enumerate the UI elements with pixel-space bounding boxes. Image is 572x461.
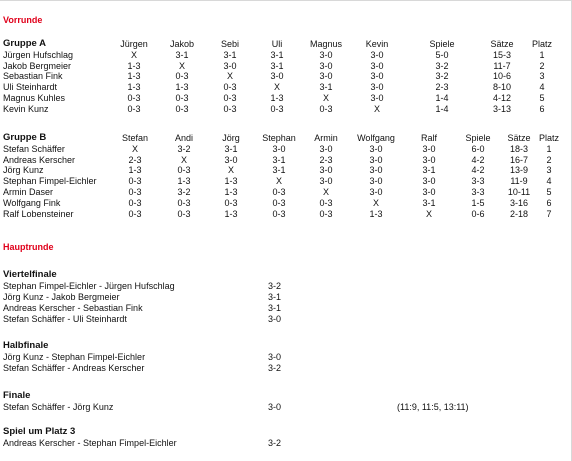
result-cell: 3-1 [272,165,286,176]
column-header: Wolfgang [357,133,395,143]
result-cell: 3-0 [369,143,383,154]
group-b-table [3,133,562,219]
result-cell: 3-0 [369,154,383,165]
result-cell: 3-0 [370,71,384,82]
result-cell: 3-0 [223,60,237,71]
result-cell: 3-0 [319,176,333,187]
viertelfinale-heading: Viertelfinale [3,269,57,280]
saetze-cell: 11-9 [510,176,528,187]
group-b-title: Gruppe B [3,132,47,143]
column-header: Spiele [465,133,491,143]
player-name: Jakob Bergmeier [3,60,72,71]
match-score: 3-2 [268,281,282,291]
result-cell: 3-1 [422,197,436,208]
table-row [3,144,562,155]
group-a-table [3,39,562,115]
platz-cell: 3 [546,165,552,176]
result-cell: 2-3 [128,154,142,165]
viertelfinale-list [3,281,483,325]
result-cell: 3-0 [370,82,384,93]
match-pair: Andreas Kerscher - Stephan Fimpel-Eichler [3,438,177,448]
result-cell: 3-0 [270,71,284,82]
result-cell: 0-3 [127,92,141,103]
table-row [3,155,562,166]
table-row [3,93,562,104]
saetze-cell: 18-3 [509,143,528,154]
group-b-header-row [3,133,562,144]
result-cell: 3-1 [224,143,238,154]
result-cell: X [322,92,329,103]
player-name: Sebastian Fink [3,71,63,82]
column-header: Jürgen [120,39,148,49]
result-cell: 0-3 [177,197,191,208]
column-header: Sätze [507,133,531,143]
table-row [3,209,562,220]
result-cell: 0-3 [270,103,284,114]
saetze-cell: 15-3 [492,49,511,60]
result-cell: 1-3 [270,92,284,103]
result-cell: X [131,143,138,154]
column-header: Jakob [169,39,195,49]
platz3-heading: Spiel um Platz 3 [3,426,76,437]
spiele-cell: 1-4 [435,92,449,103]
saetze-cell: 2-18 [509,208,528,219]
column-header: Sebi [220,39,239,49]
match-score: 3-0 [268,402,282,412]
result-cell: 3-1 [422,165,436,176]
column-header: Stephan [262,133,296,143]
spiele-cell: 1-5 [471,197,485,208]
result-cell: 3-0 [370,49,384,60]
platz-cell: 4 [546,176,552,187]
result-cell: 0-3 [319,197,333,208]
result-cell: 0-3 [127,103,141,114]
column-header: Andi [174,133,193,143]
result-cell: X [227,165,234,176]
result-cell: 3-0 [319,49,333,60]
result-cell: 1-3 [224,176,238,187]
saetze-cell: 4-12 [492,92,511,103]
group-a-header-row [3,39,562,50]
halbfinale-list [3,352,483,374]
result-cell: X [322,186,329,197]
result-cell: 1-3 [177,176,191,187]
result-cell: 1-3 [175,82,189,93]
result-cell: 3-1 [270,60,284,71]
column-header: Sätze [490,39,514,49]
saetze-cell: 11-7 [493,60,511,71]
match-pair: Stefan Schäffer - Uli Steinhardt [3,314,127,324]
result-cell: 3-0 [422,186,436,197]
column-header: Magnus [309,39,343,49]
result-cell: 3-2 [177,143,191,154]
result-cell: 1-3 [128,165,142,176]
result-cell: 0-3 [272,208,286,219]
column-header: Armin [314,133,338,143]
group-a-title: Gruppe A [3,38,46,49]
match-score: 3-2 [268,438,282,448]
result-cell: 3-1 [270,49,284,60]
match-pair: Stefan Schäffer - Andreas Kerscher [3,363,145,373]
result-cell: 3-0 [422,154,436,165]
result-cell: 0-3 [128,197,142,208]
platz3-list [3,438,483,449]
match-score: 3-1 [268,303,282,313]
match-row [3,281,483,292]
spiele-cell: 3-2 [435,71,449,82]
result-cell: 3-1 [175,49,189,60]
result-cell: 3-0 [422,143,436,154]
result-cell: 3-2 [177,186,191,197]
result-cell: 3-0 [422,176,436,187]
column-header: Stefan [121,133,149,143]
result-cell: 3-0 [369,176,383,187]
result-cell: 3-1 [223,49,237,60]
table-row [3,104,562,115]
column-header: Uli [271,39,283,49]
match-score: 3-0 [268,352,282,362]
result-cell: 0-3 [319,208,333,219]
result-cell: X [226,71,233,82]
match-score: 3-0 [268,314,282,324]
saetze-cell: 8-10 [492,82,511,93]
platz-cell: 2 [539,60,545,71]
result-cell: 0-3 [128,176,142,187]
spiele-cell: 3-3 [471,186,485,197]
saetze-cell: 3-13 [492,103,511,114]
vorrunde-heading: Vorrunde [3,15,43,25]
result-cell: 3-1 [319,82,333,93]
column-header: Kevin [365,39,389,49]
match-row [3,402,483,413]
column-header: Platz [531,39,552,49]
result-cell: 2-3 [319,154,333,165]
player-name: Magnus Kuhles [3,92,66,103]
result-cell: X [180,154,187,165]
player-name: Kevin Kunz [3,103,49,114]
column-header: Jörg [222,133,240,143]
spiele-cell: 3-3 [471,176,485,187]
table-row [3,71,562,82]
player-name: Uli Steinhardt [3,82,58,93]
column-header: Spiele [429,39,455,49]
platz-cell: 6 [546,197,552,208]
result-cell: 1-3 [369,208,383,219]
result-cell: 0-3 [223,82,237,93]
match-pair: Stefan Schäffer - Jörg Kunz [3,402,114,412]
platz-cell: 1 [546,143,552,154]
result-cell: 3-1 [272,154,286,165]
result-cell: 1-3 [127,60,141,71]
result-cell: 3-0 [224,154,238,165]
result-cell: 0-3 [177,208,191,219]
platz-cell: 2 [546,154,552,165]
match-score: 3-1 [268,292,282,302]
spiele-cell: 0-6 [471,208,485,219]
result-cell: 0-3 [128,186,142,197]
player-name: Jörg Kunz [3,165,44,176]
result-cell: 3-0 [319,143,333,154]
result-cell: 3-0 [369,186,383,197]
platz-cell: 3 [539,71,545,82]
hauptrunde-heading: Hauptrunde [3,242,54,252]
result-cell: 3-0 [369,165,383,176]
spiele-cell: 6-0 [471,143,485,154]
result-cell: 3-0 [319,60,333,71]
result-cell: X [372,197,379,208]
match-sets: (11:9, 11:5, 13:11) [397,402,469,412]
result-cell: X [130,49,137,60]
result-cell: 0-3 [175,103,189,114]
result-cell: 0-3 [272,186,286,197]
player-name: Ralf Lobensteiner [3,208,74,219]
result-cell: 0-3 [224,197,238,208]
result-cell: X [273,82,280,93]
saetze-cell: 10-11 [507,186,531,197]
match-row [3,438,483,449]
result-cell: 3-0 [370,92,384,103]
table-row [3,198,562,209]
saetze-cell: 3-16 [509,197,528,208]
result-cell: 0-3 [175,92,189,103]
platz-cell: 4 [539,82,545,93]
spiele-cell: 3-2 [435,60,449,71]
table-row [3,50,562,61]
table-row [3,61,562,72]
spiele-cell: 4-2 [471,165,485,176]
table-row [3,82,562,93]
match-row [3,303,483,314]
saetze-cell: 13-9 [509,165,528,176]
match-pair: Jörg Kunz - Jakob Bergmeier [3,292,120,302]
result-cell: X [275,176,282,187]
result-cell: 3-0 [319,71,333,82]
platz-cell: 5 [546,186,552,197]
match-pair: Andreas Kerscher - Sebastian Fink [3,303,143,313]
spiele-cell: 4-2 [471,154,485,165]
player-name: Stephan Fimpel-Eichler [3,176,97,187]
match-score: 3-2 [268,363,282,373]
table-row [3,165,562,176]
result-cell: 0-3 [223,92,237,103]
result-cell: 0-3 [223,103,237,114]
result-cell: 3-0 [319,165,333,176]
spiele-cell: 5-0 [435,49,449,60]
result-cell: 0-3 [128,208,142,219]
result-cell: 0-3 [319,103,333,114]
finale-heading: Finale [3,390,31,401]
result-cell: 1-3 [127,71,141,82]
result-cell: 1-3 [224,208,238,219]
spiele-cell: 2-3 [435,82,449,93]
result-cell: 3-0 [370,60,384,71]
result-cell: X [373,103,380,114]
column-header: Ralf [420,133,437,143]
match-row [3,314,483,325]
result-cell: 3-0 [272,143,286,154]
column-header: Platz [538,133,559,143]
saetze-cell: 10-6 [492,71,511,82]
result-cell: 1-3 [224,186,238,197]
match-row [3,363,483,374]
player-name: Wolfgang Fink [3,197,61,208]
platz-cell: 5 [539,92,545,103]
saetze-cell: 16-7 [509,154,528,165]
table-row [3,176,562,187]
halbfinale-heading: Halbfinale [3,340,49,351]
result-cell: 0-3 [175,71,189,82]
table-row [3,187,562,198]
result-cell: X [178,60,185,71]
match-row [3,292,483,303]
player-name: Armin Daser [3,186,54,197]
result-cell: X [425,208,432,219]
match-row [3,352,483,363]
player-name: Jürgen Hufschlag [3,49,74,60]
finale-list [3,402,483,413]
platz-cell: 1 [539,49,545,60]
player-name: Stefan Schäffer [3,143,65,154]
platz-cell: 7 [546,208,552,219]
player-name: Andreas Kerscher [3,154,76,165]
result-cell: 0-3 [177,165,191,176]
result-cell: 0-3 [272,197,286,208]
match-pair: Stephan Fimpel-Eichler - Jürgen Hufschlag [3,281,175,291]
spiele-cell: 1-4 [435,103,449,114]
result-cell: 1-3 [127,82,141,93]
platz-cell: 6 [539,103,545,114]
match-pair: Jörg Kunz - Stephan Fimpel-Eichler [3,352,146,362]
